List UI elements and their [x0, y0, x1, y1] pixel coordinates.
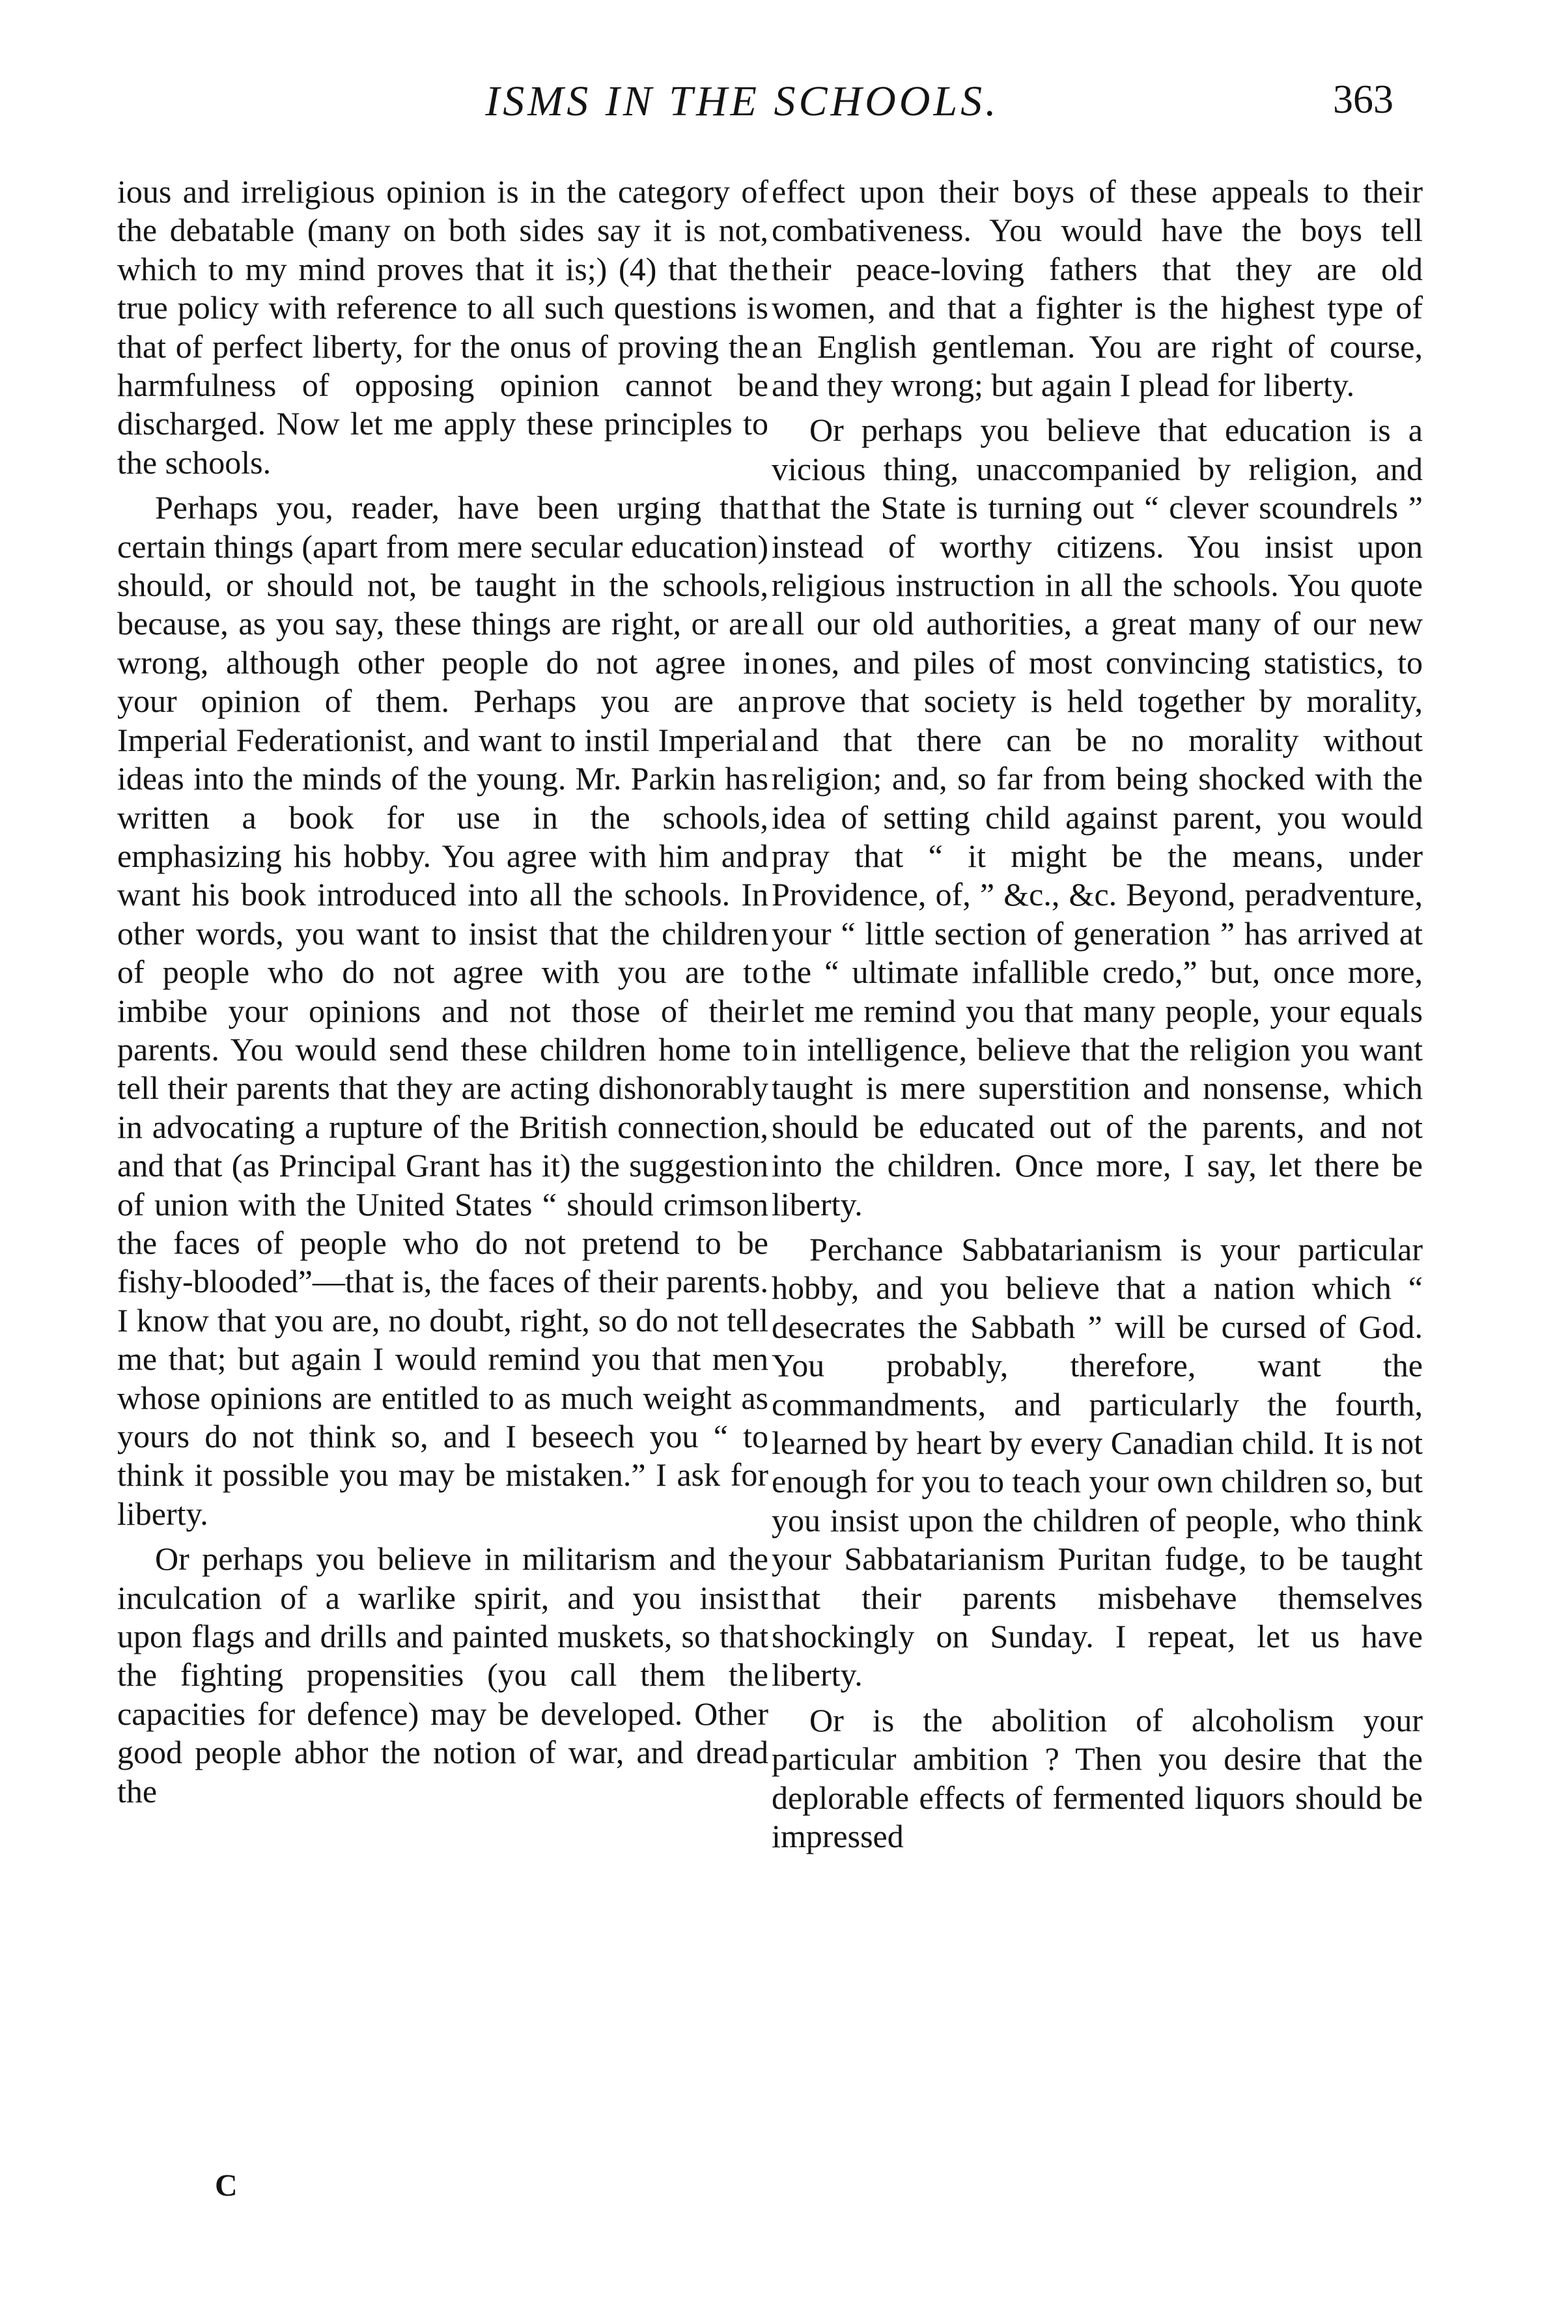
right-column — [772, 173, 1423, 1862]
paragraph-sabbatarianism: Perchance Sabbatarianism is your particular hobby, and you believe that a nation which “ desecrates the Sabbath ” will be cursed of God. You probably, therefore, want the commandments, and particularly the fourth, learned by heart by every Canadian child. It is not enough for you to teach your own children so, but you insist upon the children of people, who think your Sabbatarianism Puritan fudge, to be taught that their parents misbehave themselves shockingly on Sunday. I repeat, let us have liberty. — [772, 1230, 1423, 1693]
paragraph-imperial-federation: Perhaps you, reader, have been urging that certain things (apart from mere secular education) should, or should not, be taught in the schools, because, as you say, these things are right, or are wrong, although other people do not agree in your opinion of them. Perhaps you are an Imperial Federationist, and want to instil Imperial ideas into the minds of the young. Mr. Parkin has written a book for use in the schools, emphasizing his hobby. You agree with him and want his book introduced into all the schools. In other words, you want to insist that the children of people who do not agree with you are to imbibe your opinions and not those of their parents. You would send these children home to tell their parents that they are acting dishonorably in advocating a rupture of the British connection, and that (as Principal Grant has it) the suggestion of union with the United States “ should crimson the faces of people who do not pretend to be fishy-blooded”—that is, the faces of their parents. I know that you are, no doubt, right, so do not tell me that; but again I would remind you that men whose opinions are entitled to as much weight as yours do not think so, and I beseech you “ to think it possible you may be mistaken.” I ask for liberty. — [117, 489, 768, 1532]
page-number: 363 — [1333, 78, 1393, 122]
paragraph-alcoholism: Or is the abolition of alcoholism your particular ambition ? Then you desire that the deplorable effects of fermented liquors should be impressed — [772, 1701, 1423, 1855]
left-column — [117, 173, 768, 1817]
running-title: ISMS IN THE SCHOOLS. — [485, 78, 1000, 125]
paragraph-militarism-continued: effect upon their boys of these appeals to their combativeness. You would have the boys tell their peace-loving fathers that they are old women, and that a fighter is the highest type of an English gentleman. You are right of course, and they wrong; but again I plead for liberty. — [772, 173, 1423, 404]
paragraph-militarism: Or perhaps you believe in militarism and the inculcation of a warlike spirit, and you insist upon flags and drills and painted muskets, so that the fighting propensities (you call them the capacities for defence) may be developed. Other good people abhor the notion of war, and dread the — [117, 1540, 768, 1809]
paragraph-continued: ious and irreligious opinion is in the category of the debatable (many on both sides say it is not, which to my mind proves that it is;) (4) that the true policy with reference to all such questions is that of perfect liberty, for the onus of proving the harmfulness of opposing opinion cannot be discharged. Now let me apply these principles to the schools. — [117, 173, 768, 481]
running-head — [0, 77, 1568, 135]
signature-mark: C — [215, 2168, 238, 2203]
paragraph-religion: Or perhaps you believe that education is a vicious thing, unaccompanied by religion, and that the State is turning out “ clever scoundrels ” instead of worthy citizens. You insist upon religious instruction in all the schools. You quote all our old authorities, a great many of our new ones, and piles of most convincing statistics, to prove that society is held together by morality, and that there can be no morality without religion; and, so far from being shocked with the idea of setting child against parent, you would pray that “ it might be the means, under Providence, of, ” &c., &c. Beyond, peradventure, your “ little section of generation ” has arrived at the “ ultimate infallible credo,” but, once more, let me remind you that many people, your equals in intelligence, believe that the religion you want taught is mere superstition and nonsense, which should be educated out of the parents, and not into the children. Once more, I say, let there be liberty. — [772, 412, 1423, 1223]
